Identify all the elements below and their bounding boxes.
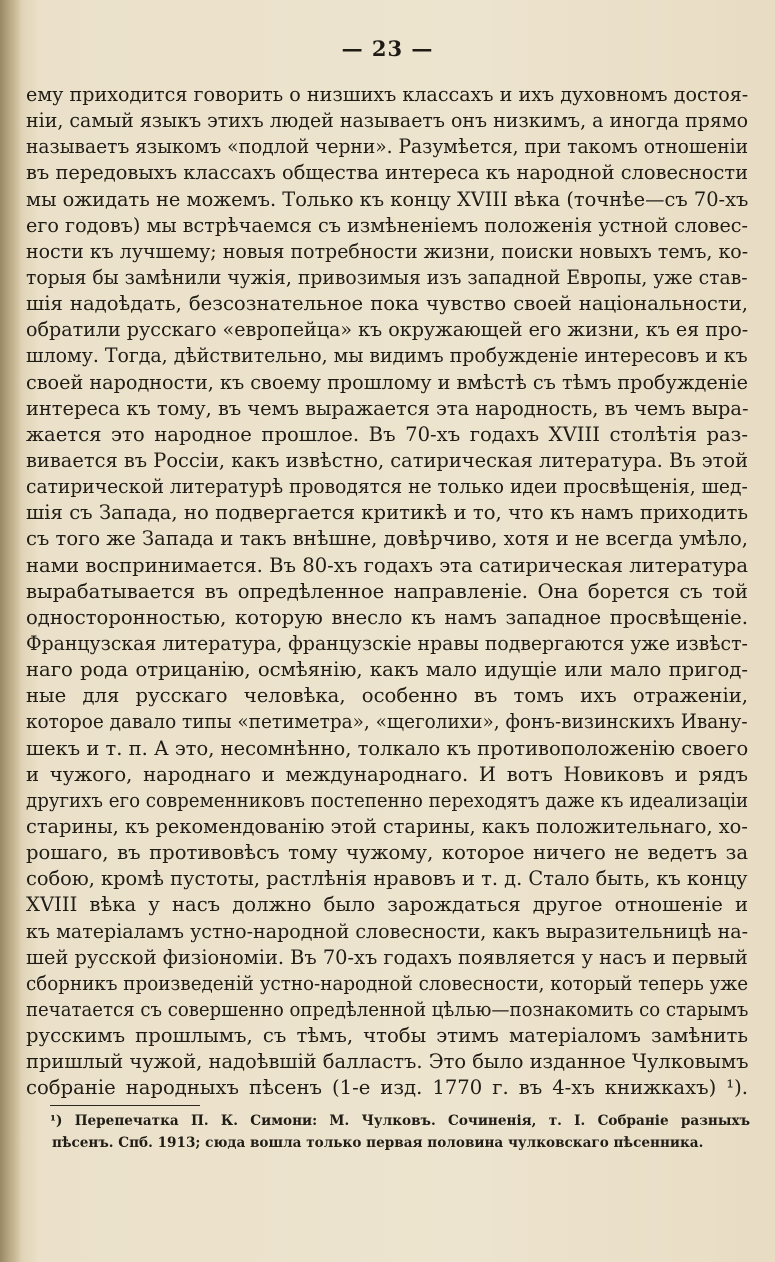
text-line: шекъ и т. п. А это, несомнѣнно, толкало къ противоположенію своего	[26, 736, 749, 760]
text-line: нами воспринимается. Въ 80-хъ годахъ эта сатирическая литература	[26, 553, 748, 577]
text-line: наго рода отрицанію, осмѣянію, какъ мало идущіе или мало пригод-	[26, 658, 748, 682]
text-line: которое давало типы «петиметра», «щеголихи», фонъ-визинскихъ Ивану-	[26, 710, 748, 734]
text-line: къ матеріаламъ устно-народной словесности, какъ выразительницѣ на-	[26, 919, 749, 943]
text-line: русскимъ прошлымъ, съ тѣмъ, чтобы этимъ матеріаломъ замѣнить	[26, 1024, 748, 1048]
text-line: ніи, самый языкъ этихъ людей называетъ онъ низкимъ, а иногда прямо	[26, 109, 749, 133]
text-line: односторонностью, которую внесло къ намъ западное просвѣщеніе.	[26, 605, 748, 629]
text-line: шія надоѣдать, безсознательное пока чувство своей національности,	[26, 292, 748, 316]
text-line: интереса къ тому, въ чемъ выражается эта народность, въ чемъ выра-	[26, 396, 749, 420]
text-line: въ передовыхъ классахъ общества интереса къ народной словесности	[26, 161, 749, 185]
footnote-line: ¹) Перепечатка П. К. Симони: М. Чулковъ. Сочиненія, т. I. Собраніе разныхъ	[50, 1113, 750, 1129]
text-line: торыя бы замѣнили чужія, привозимыя изъ западной Европы, уже став-	[26, 265, 748, 289]
body-text	[26, 82, 748, 1101]
text-line: собраніе народныхъ пѣсенъ (1-е изд. 1770 г. въ 4-хъ книжкахъ) ¹).	[26, 1076, 748, 1100]
text-line: сатирической литературѣ проводятся не только идеи просвѣщенія, шед-	[26, 475, 748, 499]
text-line: рошаго, въ противовѣсъ тому чужому, которое ничего не ведетъ за	[26, 841, 748, 865]
text-line: его годовъ) мы встрѣчаемся съ измѣненіемъ положенія устной словес-	[26, 213, 749, 237]
text-line: ности къ лучшему; новыя потребности жизни, поиски новыхъ темъ, ко-	[26, 239, 749, 263]
text-line: XVIII вѣка у насъ должно было зарождаться другое отношеніе и	[26, 893, 748, 917]
text-line: и чужого, народнаго и международнаго. И вотъ Новиковъ и рядъ	[26, 762, 748, 786]
text-line: печатается съ совершенно опредѣленной цѣлью—познакомить со старымъ	[26, 997, 749, 1021]
text-line: Французская литература, французскіе нравы подвергаются уже извѣст-	[26, 631, 748, 655]
footnote-line: пѣсенъ. Спб. 1913; сюда вошла только первая половина чулковскаго пѣсенника.	[52, 1135, 704, 1151]
page-number: — 23 —	[341, 36, 434, 61]
text-line: пришлый чужой, надоѣвшій балластъ. Это было изданное Чулковымъ	[26, 1050, 749, 1074]
text-line: другихъ его современниковъ постепенно переходятъ даже къ идеализаціи	[26, 788, 749, 812]
text-line: старины, къ рекомендованію этой старины, какъ положительнаго, хо-	[26, 814, 748, 838]
footnote-divider	[50, 1105, 200, 1106]
text-line: вырабатывается въ опредѣленное направленіе. Она борется съ той	[26, 579, 748, 603]
text-line: обратили русскаго «европейца» къ окружающей его жизни, къ ея про-	[26, 318, 749, 342]
text-line: съ того же Запада и такъ внѣшне, довѣрчиво, хотя и не всегда умѣло,	[26, 527, 748, 551]
text-line: ные для русскаго человѣка, особенно въ томъ ихъ отраженіи,	[26, 684, 748, 708]
text-line: называетъ языкомъ «подлой черни». Разумѣется, при такомъ отношеніи	[26, 135, 749, 159]
footnote	[50, 1110, 750, 1154]
text-line: своей народности, къ своему прошлому и вмѣстѣ съ тѣмъ пробужденіе	[26, 370, 748, 394]
text-line: ему приходится говорить о низшихъ классахъ и ихъ духовномъ достоя-	[26, 83, 749, 106]
text-line: мы ожидать не можемъ. Только къ концу XVIII вѣка (точнѣе—съ 70-хъ	[26, 187, 749, 211]
text-line: собою, кромѣ пустоты, растлѣнія нравовъ и т. д. Стало быть, къ концу	[26, 867, 748, 891]
page-spine-shadow	[0, 0, 22, 1262]
text-line: вивается въ Россіи, какъ извѣстно, сатирическая литература. Въ этой	[26, 448, 749, 472]
text-line: шія съ Запада, но подвергается критикѣ и то, что къ намъ приходить	[26, 501, 748, 525]
text-line: шей русской физіономіи. Въ 70-хъ годахъ появляется у насъ и первый	[26, 945, 748, 969]
text-line: шлому. Тогда, дѣйствительно, мы видимъ пробужденіе интересовъ и къ	[26, 344, 748, 368]
text-line: сборникъ произведеній устно-народной словесности, который теперь уже	[26, 971, 749, 995]
text-line: жается это народное прошлое. Въ 70-хъ годахъ XVIII столѣтія раз-	[26, 422, 748, 446]
